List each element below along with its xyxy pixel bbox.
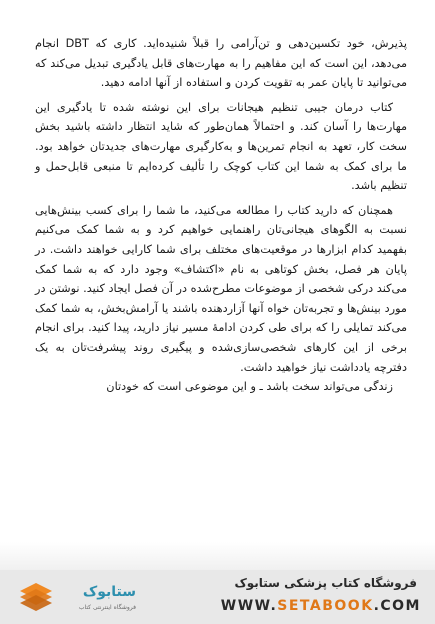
paragraph: کتاب درمان جیبی تنظیم هیجانات برای این نوشته شده تا یادگیری این مهارت‌ها را آسان کند. و احتمالاً همان‌طور که شاید انتظار داشته باشید بخش سخت کار، تعهد به انجام تمرین‌ها و به‌کارگیری مهارت‌های جدیدتان خواهد بود. ما برای کمک به شما این کتاب کوچک را تألیف کرده‌ایم تا منبعی قابل‌حمل و تنظیم باشد. bbox=[35, 100, 407, 193]
store-url-link[interactable] bbox=[221, 598, 421, 614]
url-domain: SETABOOK bbox=[277, 598, 374, 614]
paragraph: پذیرش، خود تکسین‌دهی و تن‌آرامی را قبلاً شنیده‌اید. کاری که DBT انجام می‌دهد، این است که این مفاهیم را به مهارت‌های قابل یادگیری تبدیل می‌کند که می‌توانید تا پایان عمر به تقویت کردن و استفاده از آنها ادامه دهید. bbox=[35, 37, 407, 90]
url-suffix: .COM bbox=[373, 598, 421, 614]
paragraph: همچنان که دارید کتاب را مطالعه می‌کنید، ما شما را برای کسب بینش‌هایی نسبت به الگوهای هیجانی‌تان راهنمایی خواهیم کرد و به شما کمک می‌کنیم بفهمید کدام ابزارها در موقعیت‌های مختلف برای شما کارایی خواهند داشت. در پایان هر فصل، بخش کوتاهی به نام «اکتشاف» وجود دارد که به شما کمک می‌کند درکی شخصی از موضوعات مطرح‌شده در آن فصل ایجاد کنید. نوشتن در مورد بینش‌ها و تجربه‌تان خواه آنها آزاردهنده باشند یا آرامش‌بخش، به شما کمک می‌کند تمایلی را که برای طی کردن ادامهٔ مسیر نیاز دارید، پیدا کنید. برای انجام برخی از این کارهای شخصی‌سازی‌شده و پیگیری روند پیشرفت‌تان به یک دفترچه یادداشت نیاز خواهید داشت. bbox=[35, 203, 407, 374]
logo-tagline: فروشگاه اینترنتی کتاب bbox=[78, 604, 136, 611]
store-footer bbox=[0, 570, 435, 624]
store-logo[interactable] bbox=[16, 577, 136, 617]
body-text bbox=[35, 34, 407, 397]
paragraph: زندگی می‌تواند سخت باشد ـ و این موضوعی است که خودتان bbox=[106, 380, 393, 394]
book-stack-icon bbox=[16, 577, 56, 617]
store-name: فروشگاه کتاب پزشکی ستابوک bbox=[234, 576, 417, 590]
logo-wordmark: ستابوک bbox=[82, 584, 136, 600]
url-prefix: WWW. bbox=[220, 598, 278, 614]
